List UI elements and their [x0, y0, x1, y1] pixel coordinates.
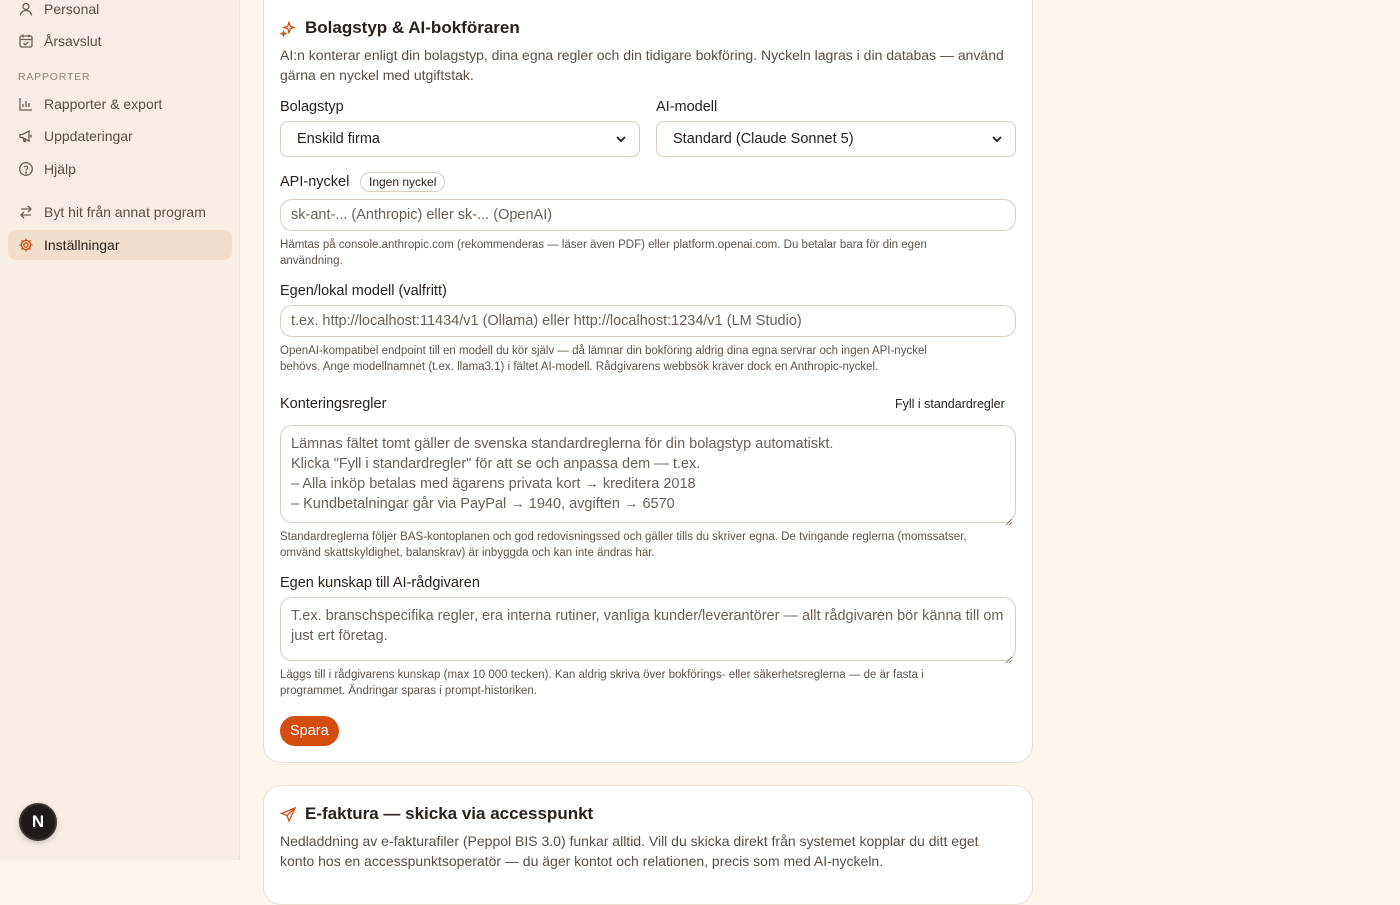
save-button[interactable]: Spara — [280, 716, 339, 746]
company-type-value: Enskild firma — [297, 131, 380, 147]
local-model-help-line-1: OpenAI-kompatibel endpoint till en modell du kör själv — då lämnar din bokföring aldrig dina egna servrar och ingen API-nyckel — [280, 345, 927, 357]
card-title — [280, 18, 520, 38]
knowledge-help-line-2: programmet. Ändringar sparas i prompt-historiken. — [280, 685, 537, 697]
rules-help-line-1: Standardreglerna följer BAS-kontoplanen och god redovisningssed och gäller tills du skriver egna. De tvingande reglerna (momssatser, — [280, 531, 967, 543]
gear-icon — [18, 237, 34, 253]
sidebar-item-label: Hjälp — [44, 161, 76, 177]
local-model-label: Egen/lokal modell (valfritt) — [280, 283, 447, 299]
rules-placeholder-line: – Alla inköp betalas med ägarens privata kort → kreditera 2018 — [291, 476, 696, 492]
rules-placeholder-line: Klicka "Fyll i standardregler" för att se och anpassa dem — t.ex. — [291, 456, 701, 472]
chevron-down-icon — [991, 133, 1003, 145]
resize-handle-icon[interactable] — [1005, 512, 1013, 520]
avatar[interactable]: N — [19, 803, 57, 841]
sidebar-item-byt-hit[interactable] — [8, 197, 232, 227]
card-title-text: E-faktura — skicka via accesspunkt — [305, 804, 594, 823]
local-model-help-line-2: behövs. Ange modellnamnet (t.ex. llama3.1) i fältet AI-modell. Rådgivarens webbsök kräver dock en Anthropic-nyckel. — [280, 361, 879, 373]
rules-label: Konteringsregler — [280, 396, 387, 412]
megaphone-icon — [18, 128, 34, 144]
ai-model-label: AI-modell — [656, 99, 718, 115]
company-type-label: Bolagstyp — [280, 99, 344, 115]
efaktura-card — [263, 785, 1033, 905]
card-description-line-1: Nedladdning av e-fakturafiler (Peppol BIS 3.0) funkar alltid. Vill du skicka direkt från systemet kopplar du ditt eget — [280, 833, 979, 849]
sidebar — [0, 0, 240, 860]
card-description-line-2: konto hos en accesspunktsoperatör — du äger kontot och relationen, precis som med AI-nyckeln. — [280, 853, 884, 869]
card-description-line-2: gärna en nyckel med utgiftstak. — [280, 67, 474, 83]
knowledge-placeholder-line: just ert företag. — [291, 628, 388, 644]
api-key-help-line-2: användning. — [280, 255, 343, 267]
knowledge-help-line-1: Läggs till i rådgivarens kunskap (max 10 000 tecken). Kan aldrig skriva över bokförings- eller säkerhetsreglerna — de är fasta i — [280, 669, 924, 681]
sidebar-section-label: RAPPORTER — [18, 71, 91, 83]
sidebar-item-arsavslut[interactable] — [8, 26, 232, 56]
rules-placeholder-line: – Kundbetalningar går via PayPal → 1940, avgiften → 6570 — [291, 496, 675, 512]
sidebar-item-personal[interactable] — [8, 0, 232, 24]
fill-standard-rules-button[interactable]: Fyll i standardregler — [895, 397, 1005, 411]
knowledge-placeholder-line: T.ex. branschspecifika regler, era interna rutiner, vanliga kunder/leverantörer — allt rådgivaren bör känna till om — [291, 608, 1004, 624]
ai-settings-card — [263, 0, 1033, 763]
rules-placeholder-line: Lämnas fältet tomt gäller de svenska standardreglerna för din bolagstyp automatiskt. — [291, 436, 834, 452]
user-icon — [18, 1, 34, 17]
chevron-down-icon — [615, 133, 627, 145]
sidebar-item-label: Byt hit från annat program — [44, 204, 206, 220]
api-key-status-badge: Ingen nyckel — [360, 172, 445, 192]
sidebar-item-label: Inställningar — [44, 237, 120, 253]
calendar-check-icon — [18, 33, 34, 49]
sidebar-item-label: Rapporter & export — [44, 96, 163, 112]
bar-chart-icon — [18, 96, 34, 112]
sidebar-item-hjalp[interactable] — [8, 154, 232, 184]
api-key-input[interactable]: sk-ant-... (Anthropic) eller sk-... (OpenAI) — [280, 199, 1016, 231]
sidebar-item-installningar[interactable] — [8, 230, 232, 260]
rules-textarea[interactable] — [280, 425, 1016, 523]
sparkles-icon — [280, 20, 297, 37]
send-icon — [280, 806, 297, 823]
ai-model-select[interactable] — [656, 121, 1016, 157]
card-title-text: Bolagstyp & AI-bokföraren — [305, 18, 520, 37]
ai-model-value: Standard (Claude Sonnet 5) — [673, 131, 854, 147]
api-key-help-line-1: Hämtas på console.anthropic.com (rekommenderas — läser även PDF) eller platform.openai.com. Du betalar bara för din egen — [280, 239, 927, 251]
company-type-select[interactable] — [280, 121, 640, 157]
sidebar-item-rapporter[interactable] — [8, 89, 232, 119]
card-description-line-1: AI:n konterar enligt din bolagstyp, dina egna regler och din tidigare bokföring. Nyckeln lagras i din databas — använd — [280, 47, 1004, 63]
sidebar-item-label: Årsavslut — [44, 33, 102, 49]
sidebar-item-uppdateringar[interactable] — [8, 121, 232, 151]
card-title — [280, 804, 593, 824]
help-circle-icon — [18, 161, 34, 177]
resize-handle-icon[interactable] — [1005, 650, 1013, 658]
knowledge-label: Egen kunskap till AI-rådgivaren — [280, 575, 480, 591]
arrows-swap-icon — [18, 204, 34, 220]
api-key-label: API-nyckel — [280, 174, 350, 190]
knowledge-textarea[interactable] — [280, 597, 1016, 661]
sidebar-item-label: Personal — [44, 1, 100, 17]
local-model-input[interactable]: t.ex. http://localhost:11434/v1 (Ollama) eller http://localhost:1234/v1 (LM Studio) — [280, 305, 1016, 337]
sidebar-item-label: Uppdateringar — [44, 128, 133, 144]
rules-help-line-2: omvänd skattskyldighet, balanskrav) är inbyggda och kan inte ändras här. — [280, 547, 655, 559]
